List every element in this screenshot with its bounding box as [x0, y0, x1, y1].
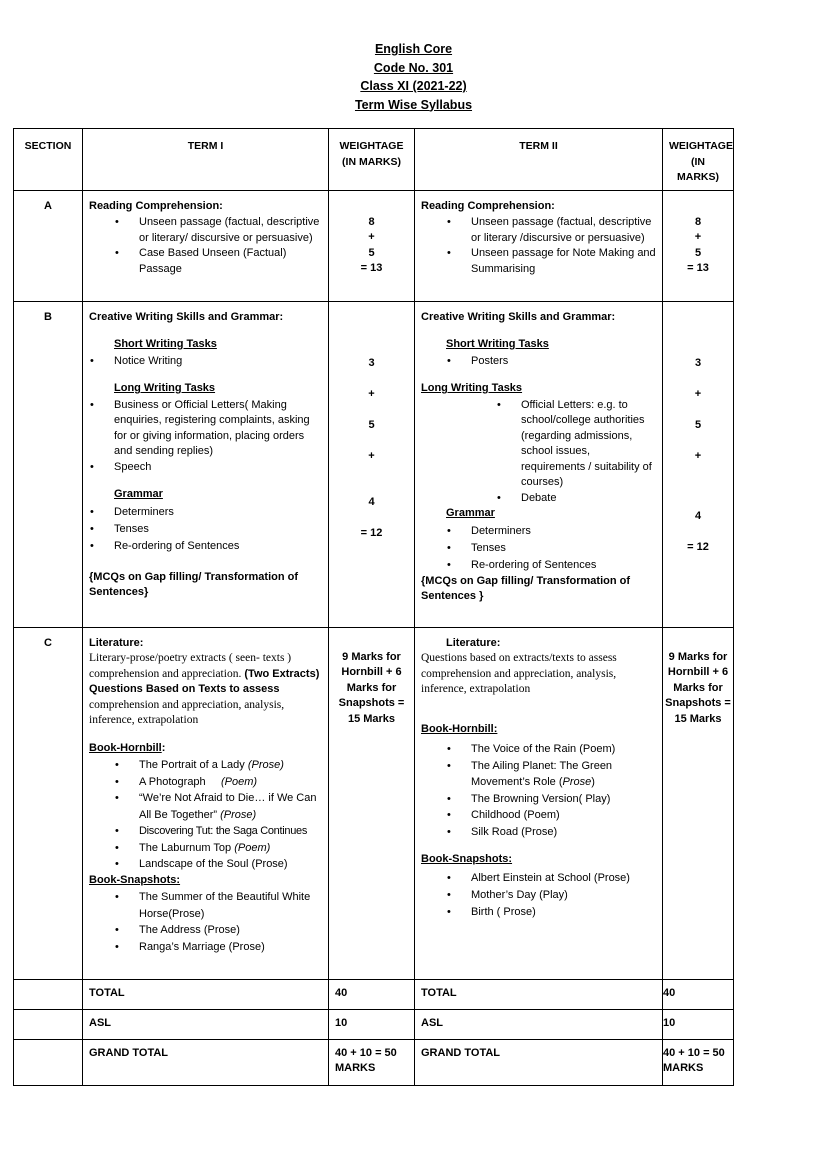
section-c-weightage2: [663, 627, 734, 979]
weight-value: 8: [694, 215, 702, 228]
section-b-weightage2: [663, 301, 734, 627]
list-item: • Debate: [521, 491, 656, 507]
doc-subtitle: Term Wise Syllabus: [354, 97, 473, 112]
asl-label: ASL: [415, 1009, 663, 1039]
weight-value: +: [368, 387, 375, 400]
section-b-weightage1: [329, 301, 415, 627]
section-b-term1: [83, 301, 329, 627]
weight-value: 5: [694, 246, 702, 259]
list-item: [139, 856, 322, 873]
list-item: • Ranga’s Marriage (Prose): [139, 939, 322, 956]
header-weightage1: WEIGHTAGE (IN MARKS): [329, 129, 415, 191]
section-a-t2-heading: Reading Comprehension:: [421, 199, 555, 212]
text-name: Landscape of the Soul (Prose): [139, 858, 288, 870]
list-item: [139, 823, 322, 840]
empty-cell: [14, 1009, 83, 1039]
grand-total-term2: 40 + 10 = 50 MARKS: [663, 1039, 734, 1085]
section-b-term2: [415, 301, 663, 627]
list-item: • The Voice of the Rain (Poem): [471, 741, 656, 758]
literature-intro-bold: (Two Extracts): [244, 667, 320, 680]
list-item: • Unseen passage for Note Making and Summarising: [471, 246, 656, 277]
section-c-term2: [415, 627, 663, 979]
asl-row: [14, 1009, 734, 1039]
section-a-term2: [415, 190, 663, 301]
list-item: • Childhood (Poem): [471, 807, 656, 824]
text-genre: (Prose): [220, 808, 257, 821]
asl-term2: 10: [663, 1009, 734, 1039]
long-writing-title: Long Writing Tasks: [421, 382, 523, 394]
text-genre: (Prose): [247, 759, 284, 771]
section-b-label: B: [14, 301, 83, 627]
text-name: “We’re Not Afraid to Die… if We Can All Be Together”: [139, 792, 317, 821]
syllabus-table: [13, 128, 734, 1086]
section-c-weightage1: [329, 627, 415, 979]
total-term1: 40: [329, 979, 415, 1009]
list-item: • The Browning Version( Play): [471, 791, 656, 808]
section-b-row: [14, 301, 734, 627]
list-item: • The Ailing Planet: The Green Movement’s Role (Prose): [471, 758, 656, 791]
list-item: • Business or Official Letters( Making enquiries, registering complaints, asking for or giving information, placing orders and sending replies): [114, 398, 322, 460]
list-item: • Official Letters: e.g. to school/college authorities (regarding admissions, school issues, requirements / suitability of courses): [521, 398, 656, 491]
list-item: • Re-ordering of Sentences: [471, 557, 656, 574]
list-item: [139, 840, 322, 857]
hornbill-title-text: Book-Hornbill: [89, 741, 162, 754]
weight-value: +: [694, 231, 702, 243]
snapshots-title: Book-Snapshots:: [89, 873, 181, 886]
weight-value: = 12: [687, 540, 709, 553]
list-item: • Albert Einstein at School (Prose): [471, 870, 656, 887]
list-item: • Silk Road (Prose): [471, 824, 656, 841]
table-header-row: [14, 129, 734, 191]
asl-label: ASL: [83, 1009, 329, 1039]
total-term2: 40: [663, 979, 734, 1009]
section-b-t1-heading: Creative Writing Skills and Grammar:: [89, 310, 284, 323]
long-writing-title: Long Writing Tasks: [114, 382, 216, 394]
section-a-t1-heading: Reading Comprehension:: [89, 199, 223, 212]
grand-total-row: [14, 1039, 734, 1085]
weight-value: +: [368, 449, 375, 462]
weight-value: 4: [368, 495, 375, 508]
mcq-note: {MCQs on Gap filling/ Transformation of Sentences }: [421, 574, 631, 602]
section-b-t2-heading: Creative Writing Skills and Grammar:: [421, 310, 616, 323]
hornbill-title: Book-Hornbill:: [89, 741, 166, 754]
list-item: • Tenses: [471, 540, 656, 557]
weight-value: 5: [368, 418, 375, 431]
literature-intro: Literary-prose/poetry extracts ( seen- texts ) comprehension and appreciation.: [89, 652, 292, 680]
empty-cell: [14, 1039, 83, 1085]
list-item: [139, 774, 322, 791]
mcq-note: {MCQs on Gap filling/ Transformation of Sentences}: [89, 570, 299, 598]
list-item: • Posters: [471, 354, 656, 370]
text-name: The Laburnum Top: [139, 841, 235, 854]
list-item: • Determiners: [114, 504, 322, 521]
total-label: TOTAL: [83, 979, 329, 1009]
weight-value: 9 Marks for Hornbill + 6 Marks for Snapshots = 15 Marks: [665, 650, 731, 725]
text-genre: (Poem): [234, 841, 271, 854]
weight-value: 9 Marks for Hornbill + 6 Marks for Snapshots = 15 Marks: [338, 650, 405, 725]
list-item: • Speech: [114, 460, 322, 476]
weight-value: 5: [694, 418, 702, 431]
weight-value: 8: [368, 215, 375, 228]
grand-total-label: GRAND TOTAL: [415, 1039, 663, 1085]
list-item: • The Address (Prose): [139, 922, 322, 939]
list-item: [139, 757, 322, 774]
list-item: • Determiners: [471, 523, 656, 540]
section-a-label: A: [14, 190, 83, 301]
literature-intro: Questions based on extracts/texts to assess comprehension and appreciation, analysis, inference, extrapolation: [421, 652, 617, 695]
section-c-term1: [83, 627, 329, 979]
section-a-term1: [83, 190, 329, 301]
weight-value: 3: [368, 356, 375, 369]
list-item: [139, 790, 322, 823]
questions-heading: Questions Based on Texts to assess: [89, 683, 280, 695]
empty-cell: [14, 979, 83, 1009]
doc-title: English Core: [374, 42, 453, 56]
weight-value: = 12: [360, 526, 383, 539]
document-header: [0, 40, 827, 114]
list-item: • Birth ( Prose): [471, 904, 656, 921]
list-item: • Case Based Unseen (Factual) Passage: [139, 246, 322, 277]
header-section: SECTION: [14, 129, 83, 191]
weight-value: +: [694, 387, 702, 400]
total-row: [14, 979, 734, 1009]
text-name: The Portrait of a Lady: [139, 759, 248, 771]
list-item: • Notice Writing: [114, 354, 322, 370]
short-writing-title: Short Writing Tasks: [114, 338, 217, 350]
weight-value: +: [694, 449, 702, 462]
grand-total-label: GRAND TOTAL: [83, 1039, 329, 1085]
section-a-weightage2: [663, 190, 734, 301]
list-item: • The Summer of the Beautiful White Horse(Prose): [139, 889, 322, 922]
hornbill-title: Book-Hornbill:: [421, 722, 498, 735]
list-item: • Mother’s Day (Play): [471, 887, 656, 904]
header-term1: TERM I: [83, 129, 329, 191]
list-item: • Tenses: [114, 521, 322, 538]
questions-text: comprehension and appreciation, analysis, inference, extrapolation: [89, 698, 285, 726]
header-weightage2: WEIGHTAGE (IN MARKS): [663, 129, 734, 191]
weight-value: = 13: [687, 262, 709, 274]
literature-heading: Literature:: [446, 636, 501, 649]
literature-heading: Literature:: [89, 636, 144, 649]
short-writing-title: Short Writing Tasks: [446, 338, 549, 350]
weight-value: = 13: [360, 262, 383, 274]
asl-term1: 10: [329, 1009, 415, 1039]
list-item: • Unseen passage (factual, descriptive or literary /discursive or persuasive): [471, 215, 656, 246]
header-term2: TERM II: [415, 129, 663, 191]
doc-class: Class XI (2021-22): [360, 79, 467, 93]
section-a-row: [14, 190, 734, 301]
weight-value: 5: [368, 246, 375, 259]
section-c-label: C: [14, 627, 83, 979]
grand-total-term1: 40 + 10 = 50 MARKS: [329, 1039, 415, 1085]
section-c-row: [14, 627, 734, 979]
doc-code: Code No. 301: [373, 60, 454, 75]
section-a-weightage1: [329, 190, 415, 301]
list-item: • Re-ordering of Sentences: [114, 538, 322, 555]
weight-value: 3: [694, 356, 702, 369]
weight-value: 4: [694, 509, 702, 522]
text-name: A Photograph: [139, 775, 221, 788]
weight-value: +: [368, 231, 375, 243]
snapshots-title: Book-Snapshots:: [421, 853, 513, 865]
total-label: TOTAL: [415, 979, 663, 1009]
grammar-title: Grammar: [114, 488, 163, 500]
list-item: • Unseen passage (factual, descriptive or literary/ discursive or persuasive): [139, 215, 322, 246]
grammar-title: Grammar: [446, 507, 495, 519]
text-genre: (Poem): [220, 775, 258, 788]
text-name: Discovering Tut: the Saga Continues: [139, 825, 308, 837]
